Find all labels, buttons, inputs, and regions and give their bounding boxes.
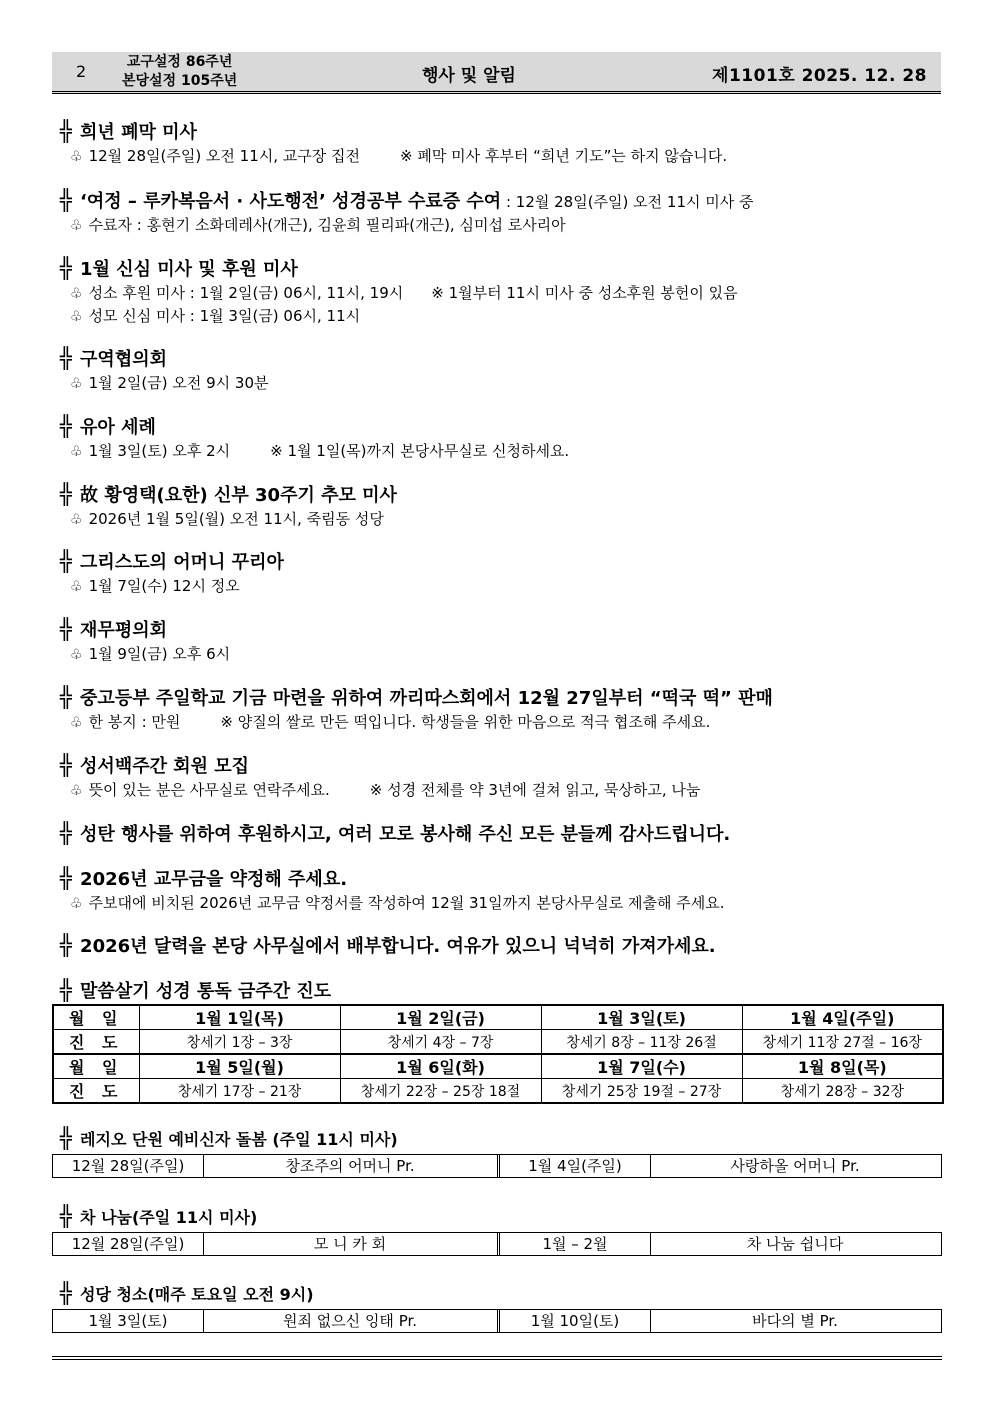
- section-title: [60, 119, 940, 145]
- clover-icon: ♧: [70, 579, 83, 595]
- clover-icon: ♧: [70, 149, 83, 165]
- section-title-text: 2026년 달력을 본당 사무실에서 배부합니다. 여유가 있으니 넉넉히 가져가세요.: [80, 936, 716, 957]
- clover-icon: ♧: [70, 512, 83, 528]
- notice-infant-baptism: [60, 414, 940, 463]
- notice-bible-study-certificate: [60, 188, 940, 237]
- table-row: [53, 1005, 943, 1030]
- notice-finance-council: [60, 617, 940, 666]
- notice-rice-cake-sale: [60, 685, 940, 734]
- detail-line: [60, 305, 940, 328]
- cross-bullet-icon: ╬: [60, 933, 73, 957]
- detail-line: [60, 440, 940, 463]
- section-title: [60, 188, 940, 214]
- detail-text: 1월 9일(금) 오후 6시: [88, 645, 231, 663]
- cross-bullet-icon: ╬: [60, 685, 73, 709]
- detail-line: [60, 372, 940, 395]
- cross-bullet-icon: ╬: [60, 821, 73, 845]
- tea-group-1: 모 니 카 회: [203, 1233, 500, 1255]
- clover-icon: ♧: [70, 783, 83, 799]
- clover-icon: ♧: [70, 444, 83, 460]
- progress-cell: 창세기 1장 – 3장: [139, 1030, 340, 1055]
- section-title-text: 성서백주간 회원 모집: [80, 756, 250, 777]
- detail-line: [60, 145, 940, 168]
- table-row: [53, 1079, 943, 1104]
- progress-cell: 창세기 25장 19절 – 27장: [541, 1079, 742, 1104]
- section-title-text: 희년 폐막 미사: [80, 122, 197, 143]
- notice-church-cleaning: [60, 1281, 940, 1307]
- clover-icon: ♧: [70, 309, 83, 325]
- clover-icon: ♧: [70, 647, 83, 663]
- cross-bullet-icon: ╬: [60, 188, 73, 212]
- notice-calendar: [60, 933, 940, 959]
- cleaning-group-1: 원죄 없으신 잉태 Pr.: [203, 1310, 500, 1332]
- notice-legio: [60, 1126, 940, 1152]
- table-row: [53, 1030, 943, 1055]
- detail-note: ※ 폐막 미사 후부터 “희년 기도”는 하지 않습니다.: [400, 147, 728, 165]
- day-cell: 1월 3일(토): [541, 1005, 742, 1030]
- notice-memorial-mass: [60, 482, 940, 531]
- day-cell: 1월 4일(주일): [742, 1005, 943, 1030]
- cross-bullet-icon: ╬: [60, 1281, 73, 1305]
- clover-icon: ♧: [70, 715, 83, 731]
- detail-text: 1월 2일(금) 오전 9시 30분: [88, 374, 269, 392]
- section-title: [60, 617, 940, 643]
- notice-bible-100-weeks: [60, 753, 940, 802]
- detail-text: 성모 신심 미사 : 1월 3일(금) 06시, 11시: [88, 307, 361, 325]
- detail-line: [60, 711, 940, 734]
- tea-group-2: 차 나눔 쉽니다: [746, 1235, 844, 1253]
- page-header: [52, 52, 941, 94]
- tea-schedule-box: [52, 1232, 942, 1256]
- notice-bible-reading: [60, 978, 940, 1004]
- day-cell: 1월 8일(목): [742, 1054, 943, 1079]
- detail-text: 1월 3일(토) 오후 2시: [88, 442, 231, 460]
- section-title: [60, 978, 940, 1004]
- detail-note: ※ 1월부터 11시 미사 중 성소후원 봉헌이 있음: [431, 284, 738, 302]
- section-title-text: 말씀살기 성경 통독 금주간 진도: [80, 981, 332, 1002]
- progress-cell: 창세기 8장 – 11장 26절: [541, 1030, 742, 1055]
- cleaning-group-2: 바다의 별 Pr.: [752, 1312, 838, 1330]
- detail-text: 주보대에 비치된 2026년 교무금 약정서를 작성하여 12월 31일까지 본당사무실로 제출해 주세요.: [88, 894, 725, 912]
- notice-christmas-thanks: [60, 821, 940, 847]
- cross-bullet-icon: ╬: [60, 1204, 73, 1228]
- notice-curia: [60, 549, 940, 598]
- day-cell: 1월 7일(수): [541, 1054, 742, 1079]
- table-row: [53, 1054, 943, 1079]
- cleaning-date-1: 1월 3일(토): [53, 1310, 204, 1332]
- progress-cell: 창세기 22장 – 25장 18절: [340, 1079, 541, 1104]
- detail-line: [60, 214, 940, 237]
- detail-text: 1월 7일(수) 12시 정오: [88, 577, 240, 595]
- cross-bullet-icon: ╬: [60, 1126, 73, 1150]
- tea-date-1: 12월 28일(주일): [53, 1233, 204, 1255]
- detail-note: ※ 1월 1일(목)까지 본당사무실로 신청하세요.: [270, 442, 570, 460]
- label-progress: 진 도: [53, 1079, 139, 1104]
- section-title: [60, 1204, 940, 1230]
- day-cell: 1월 2일(금): [340, 1005, 541, 1030]
- section-title: [60, 866, 940, 892]
- legio-date-1: 12월 28일(주일): [53, 1155, 204, 1177]
- cross-bullet-icon: ╬: [60, 256, 73, 280]
- cross-bullet-icon: ╬: [60, 414, 73, 438]
- detail-line: [60, 508, 940, 531]
- section-title: [60, 414, 940, 440]
- cross-bullet-icon: ╬: [60, 866, 73, 890]
- clover-icon: ♧: [70, 218, 83, 234]
- section-title-text: 레지오 단원 예비신자 돌봄: [80, 1130, 267, 1149]
- notice-tithe-pledge: [60, 866, 940, 915]
- detail-text: 수료자 : 홍현기 소화데레사(개근), 김윤희 필리파(개근), 심미섭 로사리아: [88, 216, 566, 234]
- legio-date-2: 1월 4일(주일): [500, 1155, 651, 1177]
- detail-text: 뜻이 있는 분은 사무실로 연락주세요.: [88, 781, 330, 799]
- cross-bullet-icon: ╬: [60, 482, 73, 506]
- cross-bullet-icon: ╬: [60, 617, 73, 641]
- progress-cell: 창세기 28장 – 32장: [742, 1079, 943, 1104]
- section-title-text: 그리스도의 어머니 꾸리아: [80, 552, 284, 573]
- section-title: [60, 346, 940, 372]
- section-title-text: 차 나눔(주일 11시 미사): [80, 1208, 258, 1227]
- section-title-text: 구역협의회: [80, 349, 167, 370]
- footer-rule: [52, 1356, 942, 1360]
- clover-icon: ♧: [70, 286, 83, 302]
- section-title: [60, 753, 940, 779]
- section-title-text: 성당 청소(매주 토요일 오전 9시): [80, 1285, 314, 1304]
- detail-line: [60, 779, 940, 802]
- detail-line: [60, 282, 940, 305]
- progress-cell: 창세기 17장 – 21장: [139, 1079, 340, 1104]
- section-title-text: 故 황영택(요한) 신부 30주기 추모 미사: [80, 485, 397, 506]
- progress-cell: 창세기 4장 – 7장: [340, 1030, 541, 1055]
- detail-text: 한 봉지 : 만원: [88, 713, 181, 731]
- day-cell: 1월 5일(월): [139, 1054, 340, 1079]
- section-title-text: 유아 세례: [80, 417, 156, 438]
- notice-january-masses: [60, 256, 940, 328]
- clover-icon: ♧: [70, 376, 83, 392]
- legio-group-1: 창조주의 어머니 Pr.: [203, 1155, 500, 1177]
- notice-jubilee-closing: [60, 119, 940, 168]
- issue-number: 제1101호 2025. 12. 28: [712, 66, 927, 86]
- detail-note: ※ 성경 전체를 약 3년에 걸쳐 읽고, 묵상하고, 나눔: [369, 781, 701, 799]
- section-title-text: 중고등부 주일학교 기금 마련을 위하여 까리따스회에서 12월 27일부터 “떡국 떡” 판매: [80, 688, 773, 709]
- anniversary-parish: 본당설정 105주년: [122, 73, 238, 89]
- detail-line: [60, 892, 940, 915]
- day-cell: 1월 1일(목): [139, 1005, 340, 1030]
- detail-line: [60, 643, 940, 666]
- cleaning-schedule-box: [52, 1309, 942, 1333]
- cross-bullet-icon: ╬: [60, 978, 73, 1002]
- day-cell: 1월 6일(화): [340, 1054, 541, 1079]
- cross-bullet-icon: ╬: [60, 346, 73, 370]
- section-title: [60, 256, 940, 282]
- section-title: [60, 482, 940, 508]
- section-title-suffix: : 12월 28일(주일) 오전 11시 미사 중: [501, 193, 754, 211]
- section-title: [60, 1281, 940, 1307]
- section-title-suffix: (주일 11시 미사): [266, 1130, 398, 1149]
- cross-bullet-icon: ╬: [60, 549, 73, 573]
- page-title: 행사 및 알림: [422, 66, 516, 86]
- anniversary-diocese: 교구설정 86주년: [126, 54, 233, 70]
- detail-text: 2026년 1월 5일(월) 오전 11시, 죽림동 성당: [88, 510, 384, 528]
- section-title: [60, 821, 940, 847]
- progress-cell: 창세기 11장 27절 – 16장: [742, 1030, 943, 1055]
- notice-district-council: [60, 346, 940, 395]
- section-title: [60, 549, 940, 575]
- cross-bullet-icon: ╬: [60, 753, 73, 777]
- section-title-text: 2026년 교무금을 약정해 주세요.: [80, 869, 348, 890]
- notice-tea-sharing: [60, 1204, 940, 1230]
- section-title: [60, 1126, 940, 1152]
- section-title: [60, 933, 940, 959]
- detail-text: 12월 28일(주일) 오전 11시, 교구장 집전: [88, 147, 361, 165]
- legio-schedule-box: [52, 1154, 942, 1178]
- anniversary-block: [122, 53, 237, 91]
- label-date: 월 일: [53, 1005, 139, 1030]
- clover-icon: ♧: [70, 896, 83, 912]
- reading-schedule-table: [52, 1004, 944, 1104]
- legio-group-2: 사랑하올 어머니 Pr.: [730, 1157, 860, 1175]
- detail-line: [60, 575, 940, 598]
- detail-note: ※ 양질의 쌀로 만든 떡입니다. 학생들을 위한 마음으로 적극 협조해 주세요.: [220, 713, 711, 731]
- section-title-text: 재무평의회: [80, 620, 167, 641]
- label-progress: 진 도: [53, 1030, 139, 1055]
- detail-text: 성소 후원 미사 : 1월 2일(금) 06시, 11시, 19시: [88, 284, 404, 302]
- label-date: 월 일: [53, 1054, 139, 1079]
- section-title: [60, 685, 940, 711]
- section-title-text: 1월 신심 미사 및 후원 미사: [80, 259, 298, 280]
- section-title-text: ‘여정 – 루카복음서 · 사도행전’ 성경공부 수료증 수여: [80, 191, 502, 212]
- cross-bullet-icon: ╬: [60, 119, 73, 143]
- page-number: 2: [76, 62, 87, 81]
- cleaning-date-2: 1월 10일(토): [500, 1310, 651, 1332]
- tea-date-2: 1월 – 2월: [500, 1233, 651, 1255]
- section-title-text: 성탄 행사를 위하여 후원하시고, 여러 모로 봉사해 주신 모든 분들께 감사드립니다.: [80, 824, 731, 845]
